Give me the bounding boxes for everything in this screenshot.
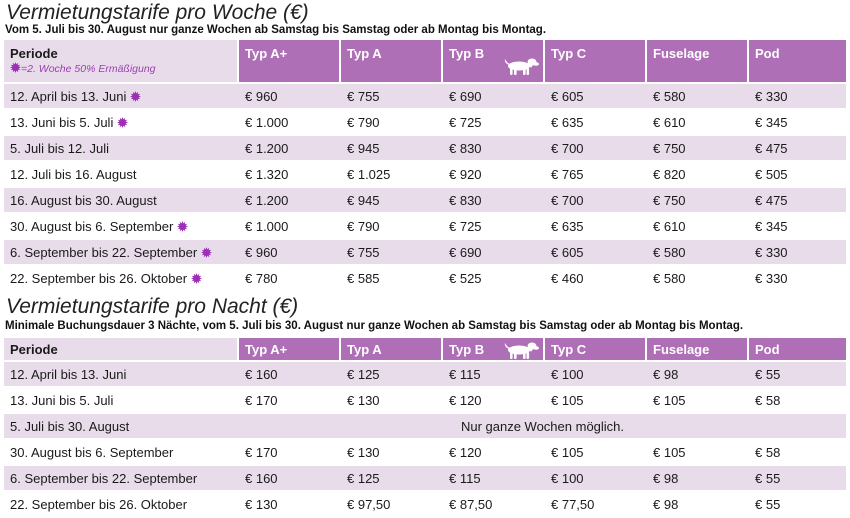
price-cell: € 330	[747, 84, 846, 108]
column-header-typ-b	[441, 338, 543, 360]
column-header-label: Typ A	[347, 46, 382, 61]
period-cell	[4, 466, 237, 490]
period-text: 12. Juli bis 16. August	[10, 166, 137, 182]
price-cell: € 635	[543, 110, 645, 134]
table-row	[4, 362, 846, 386]
weekly-subtitle: Vom 5. Juli bis 30. August nur ganze Wochen ab Samstag bis Samstag oder ab Montag bis Montag.	[5, 24, 547, 36]
price-cell: € 610	[645, 214, 747, 238]
table-row	[4, 266, 846, 290]
discount-note	[10, 62, 237, 75]
price-cell: € 475	[747, 136, 846, 160]
price-cell: € 580	[645, 84, 747, 108]
price-cell: € 790	[339, 110, 441, 134]
price-cell: € 635	[543, 214, 645, 238]
column-header-typ-b	[441, 40, 543, 82]
nightly-title: Vermietungstarife pro Nacht (€)	[6, 295, 299, 318]
price-cell: € 125	[339, 466, 441, 490]
price-cell: € 605	[543, 240, 645, 264]
period-text: 5. Juli bis 30. August	[10, 418, 130, 434]
price-cell: € 580	[645, 240, 747, 264]
period-header-label: Periode	[10, 341, 58, 357]
column-header-label: Typ C	[551, 46, 587, 61]
price-cell: € 58	[747, 388, 846, 412]
price-cell: € 820	[645, 162, 747, 186]
table-row	[4, 388, 846, 412]
merged-note-cell: Nur ganze Wochen möglich.	[237, 414, 846, 438]
period-text: 30. August bis 6. September	[10, 444, 174, 460]
column-header-label: Typ A+	[245, 46, 288, 61]
period-cell	[4, 440, 237, 464]
period-text: 22. September bis 26. Oktober	[10, 496, 188, 512]
price-cell: € 125	[339, 362, 441, 386]
purple-burst-icon	[191, 273, 202, 284]
price-cell: € 960	[237, 240, 339, 264]
period-cell	[4, 414, 237, 438]
table-row	[4, 414, 846, 438]
header-row	[4, 338, 846, 360]
price-cell: € 105	[645, 440, 747, 464]
column-header-typ-c	[543, 338, 645, 360]
price-cell: € 130	[339, 440, 441, 464]
price-cell: € 160	[237, 362, 339, 386]
period-text: 5. Juli bis 12. Juli	[10, 140, 109, 156]
price-cell: € 755	[339, 84, 441, 108]
price-cell: € 160	[237, 466, 339, 490]
price-cell: € 345	[747, 110, 846, 134]
table-row	[4, 240, 846, 264]
price-cell: € 98	[645, 362, 747, 386]
table-row	[4, 214, 846, 238]
price-cell: € 1.025	[339, 162, 441, 186]
purple-burst-icon	[130, 91, 141, 102]
column-header-pod	[747, 40, 846, 82]
price-cell: € 55	[747, 492, 846, 516]
purple-burst-icon	[177, 221, 188, 232]
price-cell: € 830	[441, 136, 543, 160]
period-cell	[4, 162, 237, 186]
period-cell	[4, 388, 237, 412]
price-cell: € 585	[339, 266, 441, 290]
price-cell: € 945	[339, 136, 441, 160]
price-cell: € 780	[237, 266, 339, 290]
price-cell: € 475	[747, 188, 846, 212]
column-header-label: Typ B	[449, 46, 485, 61]
price-cell: € 130	[339, 388, 441, 412]
column-header-label: Typ B	[449, 341, 485, 357]
price-cell: € 97,50	[339, 492, 441, 516]
table-row	[4, 84, 846, 108]
price-cell: € 1.200	[237, 188, 339, 212]
nightly-subtitle: Minimale Buchungsdauer 3 Nächte, vom 5. Juli bis 30. August nur ganze Wochen ab Samstag bis Samstag oder ab Montag bis Montag.	[5, 320, 744, 332]
price-cell: € 830	[441, 188, 543, 212]
price-cell: € 330	[747, 240, 846, 264]
price-cell: € 58	[747, 440, 846, 464]
table-row	[4, 466, 846, 490]
period-text: 12. April bis 13. Juni	[10, 88, 127, 104]
purple-burst-icon	[201, 247, 212, 258]
column-header-fuselage	[645, 40, 747, 82]
weekly-rate-table	[4, 38, 846, 292]
period-cell	[4, 492, 237, 516]
price-cell: € 115	[441, 362, 543, 386]
price-cell: € 55	[747, 362, 846, 386]
column-header-typ-a-	[237, 40, 339, 82]
price-cell: € 525	[441, 266, 543, 290]
price-cell: € 725	[441, 214, 543, 238]
period-text: 16. August bis 30. August	[10, 192, 157, 208]
price-cell: € 170	[237, 440, 339, 464]
table-row	[4, 136, 846, 160]
price-cell: € 100	[543, 466, 645, 490]
table-row	[4, 188, 846, 212]
price-cell: € 120	[441, 388, 543, 412]
period-text: 6. September bis 22. September	[10, 470, 198, 486]
price-cell: € 98	[645, 466, 747, 490]
period-cell	[4, 240, 237, 264]
table-row	[4, 110, 846, 134]
price-cell: € 55	[747, 466, 846, 490]
period-column-header	[4, 338, 237, 360]
price-cell: € 345	[747, 214, 846, 238]
price-cell: € 755	[339, 240, 441, 264]
column-header-label: Pod	[755, 341, 780, 357]
price-cell: € 960	[237, 84, 339, 108]
table-row	[4, 162, 846, 186]
column-header-label: Fuselage	[653, 46, 710, 61]
period-column-header	[4, 40, 237, 82]
period-header-label: Periode	[10, 46, 58, 61]
price-cell: € 690	[441, 84, 543, 108]
purple-burst-icon	[10, 62, 21, 73]
column-header-label: Pod	[755, 46, 780, 61]
period-cell	[4, 188, 237, 212]
price-cell: € 700	[543, 188, 645, 212]
price-cell: € 77,50	[543, 492, 645, 516]
price-cell: € 505	[747, 162, 846, 186]
price-cell: € 460	[543, 266, 645, 290]
column-header-fuselage	[645, 338, 747, 360]
nightly-rate-table	[4, 336, 846, 518]
price-cell: € 1.320	[237, 162, 339, 186]
period-text: 6. September bis 22. September	[10, 244, 198, 260]
period-text: 12. April bis 13. Juni	[10, 366, 127, 382]
period-cell	[4, 84, 237, 108]
price-cell: € 330	[747, 266, 846, 290]
price-cell: € 98	[645, 492, 747, 516]
table-row	[4, 492, 846, 516]
price-cell: € 610	[645, 110, 747, 134]
period-cell	[4, 136, 237, 160]
discount-note-text: =2. Woche 50% Ermäßigung	[21, 63, 156, 75]
price-cell: € 765	[543, 162, 645, 186]
price-cell: € 750	[645, 136, 747, 160]
price-cell: € 170	[237, 388, 339, 412]
price-cell: € 105	[543, 388, 645, 412]
column-header-label: Typ C	[551, 341, 587, 357]
period-cell	[4, 362, 237, 386]
purple-burst-icon	[117, 117, 128, 128]
dachshund-icon	[503, 339, 539, 364]
price-cell: € 750	[645, 188, 747, 212]
period-cell	[4, 110, 237, 134]
price-cell: € 100	[543, 362, 645, 386]
price-cell: € 87,50	[441, 492, 543, 516]
column-header-typ-c	[543, 40, 645, 82]
period-text: 22. September bis 26. Oktober	[10, 270, 188, 286]
period-text: 30. August bis 6. September	[10, 218, 174, 234]
period-cell	[4, 214, 237, 238]
price-cell: € 1.000	[237, 110, 339, 134]
period-cell	[4, 266, 237, 290]
price-cell: € 790	[339, 214, 441, 238]
price-cell: € 690	[441, 240, 543, 264]
period-text: 13. Juni bis 5. Juli	[10, 114, 114, 130]
table-row	[4, 440, 846, 464]
column-header-typ-a-	[237, 338, 339, 360]
price-cell: € 105	[543, 440, 645, 464]
price-cell: € 700	[543, 136, 645, 160]
price-cell: € 105	[645, 388, 747, 412]
price-cell: € 725	[441, 110, 543, 134]
price-cell: € 945	[339, 188, 441, 212]
weekly-title: Vermietungstarife pro Woche (€)	[6, 1, 309, 24]
column-header-label: Typ A	[347, 341, 382, 357]
price-cell: € 1.000	[237, 214, 339, 238]
column-header-label: Typ A+	[245, 341, 288, 357]
price-cell: € 120	[441, 440, 543, 464]
dachshund-icon	[503, 55, 539, 80]
period-text: 13. Juni bis 5. Juli	[10, 392, 114, 408]
price-cell: € 580	[645, 266, 747, 290]
column-header-label: Fuselage	[653, 341, 710, 357]
price-cell: € 115	[441, 466, 543, 490]
price-cell: € 920	[441, 162, 543, 186]
header-row	[4, 40, 846, 82]
price-cell: € 130	[237, 492, 339, 516]
column-header-typ-a	[339, 338, 441, 360]
price-cell: € 605	[543, 84, 645, 108]
column-header-pod	[747, 338, 846, 360]
column-header-typ-a	[339, 40, 441, 82]
price-cell: € 1.200	[237, 136, 339, 160]
